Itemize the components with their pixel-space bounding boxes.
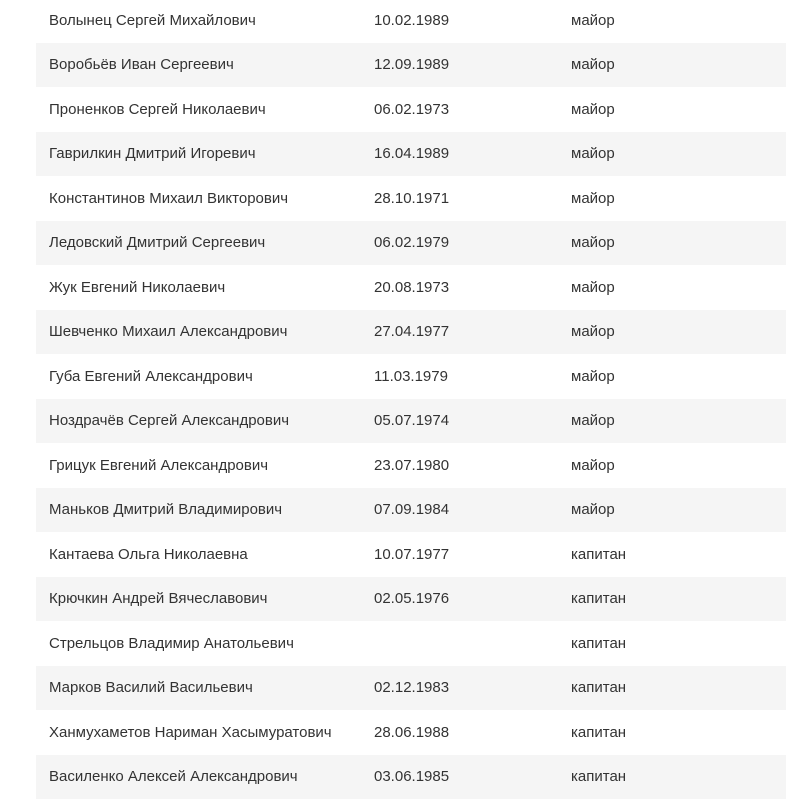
- table-row: [36, 621, 786, 666]
- table-row: [36, 176, 786, 221]
- birth-date-cell: 10.07.1977: [374, 545, 450, 563]
- table-row: [36, 666, 786, 711]
- name-cell: Василенко Алексей Александрович: [49, 768, 298, 786]
- birth-date-cell: 06.02.1973: [374, 100, 450, 118]
- table-row: [36, 310, 786, 355]
- rank-cell: капитан: [571, 723, 627, 741]
- table-row: [36, 132, 786, 177]
- rank-cell: майор: [571, 412, 615, 430]
- rank-cell: майор: [571, 100, 615, 118]
- birth-date-cell: 03.06.1985: [374, 768, 450, 786]
- rank-cell: капитан: [571, 590, 627, 608]
- personnel-table: [36, 0, 786, 799]
- table-row: [36, 710, 786, 755]
- rank-cell: майор: [571, 11, 615, 29]
- name-cell: Ноздрачёв Сергей Александрович: [49, 412, 290, 430]
- rank-cell: майор: [571, 234, 615, 252]
- name-cell: Крючкин Андрей Вячеславович: [49, 590, 268, 608]
- rank-cell: майор: [571, 501, 615, 519]
- birth-date-cell: 10.02.1989: [374, 11, 450, 29]
- name-cell: Волынец Сергей Михайлович: [49, 11, 256, 29]
- birth-date-cell: 20.08.1973: [374, 278, 450, 296]
- birth-date-cell: 23.07.1980: [374, 456, 450, 474]
- birth-date-cell: 27.04.1977: [374, 323, 450, 341]
- table-row: [36, 488, 786, 533]
- table-row: [36, 0, 786, 43]
- birth-date-cell: 02.12.1983: [374, 679, 450, 697]
- rank-cell: майор: [571, 367, 615, 385]
- birth-date-cell: 06.02.1979: [374, 234, 450, 252]
- rank-cell: майор: [571, 278, 615, 296]
- rank-cell: капитан: [571, 634, 627, 652]
- rank-cell: майор: [571, 323, 615, 341]
- birth-date-cell: 07.09.1984: [374, 501, 450, 519]
- rank-cell: майор: [571, 189, 615, 207]
- name-cell: Маньков Дмитрий Владимирович: [49, 501, 283, 519]
- birth-date-cell: 28.10.1971: [374, 189, 450, 207]
- rank-cell: капитан: [571, 768, 627, 786]
- table-row: [36, 443, 786, 488]
- birth-date-cell: 12.09.1989: [374, 56, 450, 74]
- birth-date-cell: 02.05.1976: [374, 590, 450, 608]
- name-cell: Грицук Евгений Александрович: [49, 456, 269, 474]
- table-row: [36, 354, 786, 399]
- rank-cell: майор: [571, 56, 615, 74]
- name-cell: Проненков Сергей Николаевич: [49, 100, 266, 118]
- name-cell: Воробьёв Иван Сергеевич: [49, 56, 234, 74]
- birth-date-cell: 16.04.1989: [374, 145, 450, 163]
- birth-date-cell: 28.06.1988: [374, 723, 450, 741]
- name-cell: Жук Евгений Николаевич: [49, 278, 226, 296]
- name-cell: Шевченко Михаил Александрович: [49, 323, 288, 341]
- table-row: [36, 43, 786, 88]
- name-cell: Кантаева Ольга Николаевна: [49, 545, 248, 563]
- table-row: [36, 755, 786, 800]
- table-row: [36, 399, 786, 444]
- name-cell: Ледовский Дмитрий Сергеевич: [49, 234, 266, 252]
- table-row: [36, 87, 786, 132]
- rank-cell: капитан: [571, 679, 627, 697]
- name-cell: Ханмухаметов Нариман Хасымуратович: [49, 723, 332, 741]
- name-cell: Гаврилкин Дмитрий Игоревич: [49, 145, 256, 163]
- name-cell: Губа Евгений Александрович: [49, 367, 253, 385]
- name-cell: Марков Василий Васильевич: [49, 679, 253, 697]
- rank-cell: майор: [571, 456, 615, 474]
- name-cell: Стрельцов Владимир Анатольевич: [49, 634, 294, 652]
- table-row: [36, 532, 786, 577]
- table-row: [36, 221, 786, 266]
- name-cell: Константинов Михаил Викторович: [49, 189, 289, 207]
- table-row: [36, 265, 786, 310]
- birth-date-cell: 11.03.1979: [374, 367, 448, 385]
- rank-cell: капитан: [571, 545, 627, 563]
- rank-cell: майор: [571, 145, 615, 163]
- birth-date-cell: 05.07.1974: [374, 412, 450, 430]
- table-row: [36, 577, 786, 622]
